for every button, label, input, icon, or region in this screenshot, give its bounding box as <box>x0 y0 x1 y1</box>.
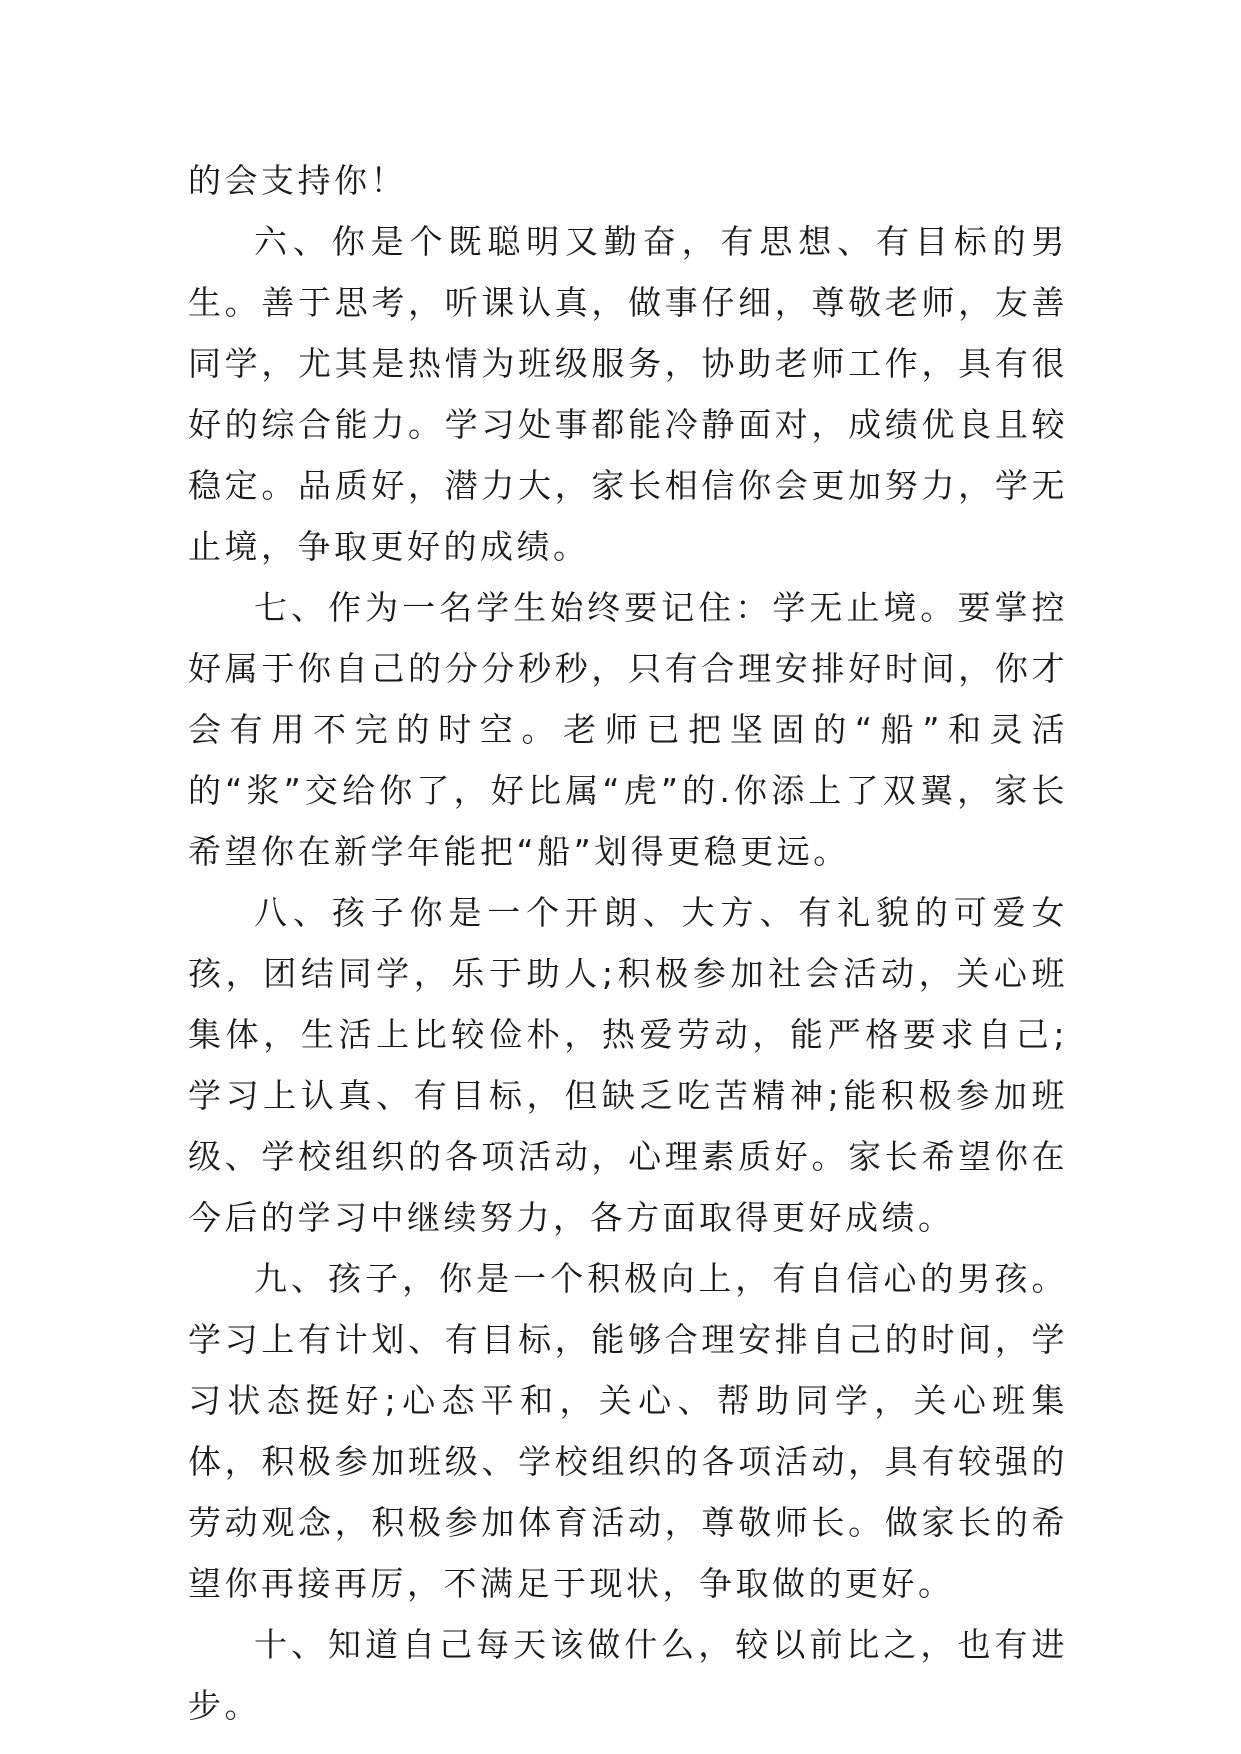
paragraph-comment-7: 七、作为一名学生始终要记住：学无止境。要掌控好属于你自己的分分秒秒，只有合理安排好时间，你才会有用不完的时空。老师已把坚固的“船”和灵活的“浆”交给你了，好比属“虎”的.你添上了双翼，家长希望你在新学年能把“船”划得更稳更远。 <box>188 588 1068 871</box>
paragraph-continuation: 的会支持你！ <box>188 161 407 200</box>
paragraph-comment-9: 九、孩子，你是一个积极向上，有自信心的男孩。学习上有计划、有目标，能够合理安排自己的时间，学习状态挺好;心态平和，关心、帮助同学，关心班集体，积极参加班级、学校组织的各项活动，具有较强的劳动观念，积极参加体育活动，尊敬师长。做家长的希望你再接再厉，不满足于现状，争取做的更好。 <box>188 1259 1068 1603</box>
paragraph-comment-6: 六、你是个既聪明又勤奋，有思想、有目标的男生。善于思考，听课认真，做事仔细，尊敬老师，友善同学，尤其是热情为班级服务，协助老师工作，具有很好的综合能力。学习处事都能冷静面对，成绩优良且较稳定。品质好，潜力大，家长相信你会更加努力，学无止境，争取更好的成绩。 <box>188 222 1068 566</box>
paragraph-comment-10: 十、知道自己每天该做什么，较以前比之，也有进步。 <box>188 1625 1068 1725</box>
paragraph-comment-8: 八、孩子你是一个开朗、大方、有礼貌的可爱女孩，团结同学，乐于助人;积极参加社会活动，关心班集体，生活上比较俭朴，热爱劳动，能严格要求自己;学习上认真、有目标，但缺乏吃苦精神;能积极参加班级、学校组织的各项活动，心理素质好。家长希望你在今后的学习中继续努力，各方面取得更好成绩。 <box>188 893 1068 1237</box>
document-body <box>188 150 1068 1736</box>
